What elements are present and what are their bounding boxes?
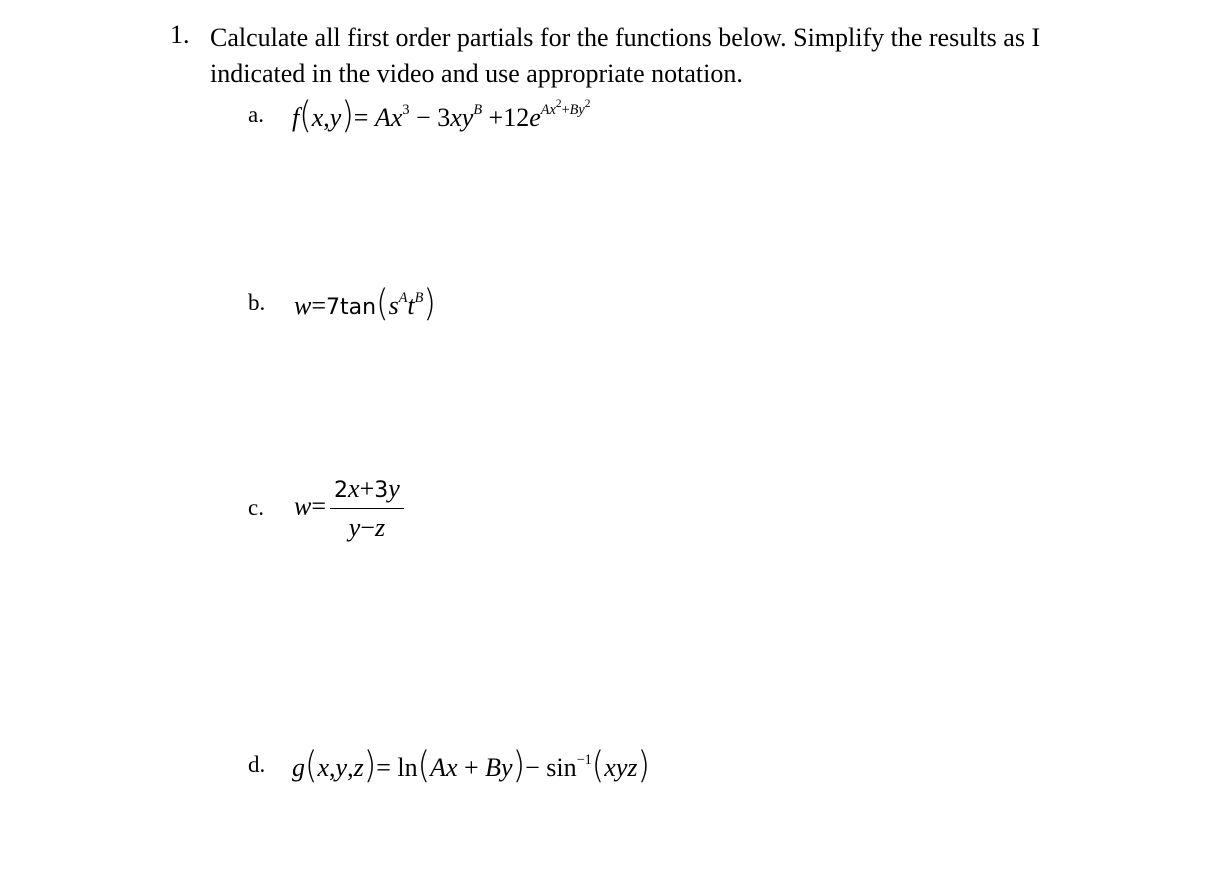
part-a-label: a. <box>248 102 264 127</box>
part-b-equation: $w=7\tan(s^At^B)$ <box>294 281 436 325</box>
part-a-equation: $f(x,y)= Ax^3 - 3xy^B +12e^{Ax^2+By^2}$ <box>292 93 591 137</box>
problem-instructions: Calculate all first order partials for the functions below. Simplify the results as I indicated in the video and use appropriate notation. <box>210 23 1041 88</box>
part-c-equation: w= $\frac{2x+3y}{y-z}$ <box>294 474 404 543</box>
part-c-label: c. <box>248 495 264 520</box>
part-b-label: b. <box>248 290 266 315</box>
part-d-label: d. <box>248 752 266 777</box>
problem-number: 1. <box>170 20 190 49</box>
part-d-equation: $g(x,y,z)= \ln(Ax + By)- \sin^{-1}(xyz)$ <box>292 743 650 787</box>
